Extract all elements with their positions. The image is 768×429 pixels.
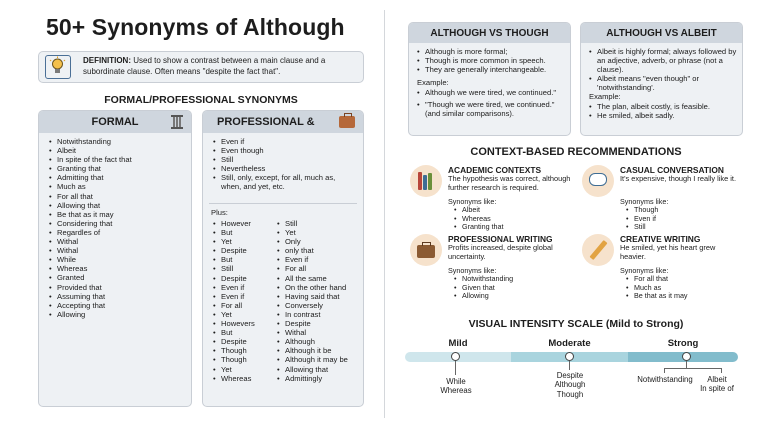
list-item: • only that — [277, 246, 348, 255]
list-item: • Be that as it may — [49, 210, 132, 219]
list-item: • Still — [277, 219, 348, 228]
list-item: • In contrast — [277, 310, 348, 319]
scale-level-mild: Mild — [448, 338, 468, 349]
list-item: • Accepting that — [49, 301, 132, 310]
list-item: • But — [213, 328, 255, 337]
list-item: • Even if — [277, 255, 348, 264]
list-item: • Allowing that — [277, 365, 348, 374]
list-item: • He smiled, albeit sadly. — [589, 111, 739, 120]
list-item: • Still — [626, 223, 658, 232]
although-vs-though-heading: ALTHOUGH VS THOUGH — [409, 23, 570, 43]
list-item: • The plan, albeit costly, is feasible. — [589, 102, 739, 111]
list-item: • Although it be — [277, 346, 348, 355]
list-item: • Whereas — [49, 264, 132, 273]
scale-tick — [664, 368, 665, 373]
list-item: • Admitting that — [49, 173, 132, 182]
list-item: • Assuming that — [49, 292, 132, 301]
list-item: • Despite — [277, 319, 348, 328]
definition-label: DEFINITION: — [83, 56, 131, 65]
synonyms-like-label: Synonyms like: — [620, 197, 669, 206]
although-vs-albeit-examples — [589, 102, 739, 120]
list-item: • For all — [213, 301, 255, 310]
although-vs-though-examples — [417, 88, 570, 118]
list-item: • They are generally interchangeable. — [417, 65, 570, 74]
context-desc: It's expensive, though I really like it. — [620, 174, 737, 183]
briefcase-icon — [339, 116, 355, 128]
context-professional — [410, 234, 580, 304]
list-item: • Much as — [626, 284, 688, 293]
list-item: • Though — [626, 206, 658, 215]
list-item: • Yet — [213, 365, 255, 374]
list-item: • Allowing — [49, 310, 132, 319]
synonyms-like-label: Synonyms like: — [620, 266, 669, 275]
list-item: • Nevertheless — [213, 164, 353, 173]
list-item: • Although — [277, 337, 348, 346]
context-creative — [582, 234, 752, 304]
list-item: • However — [213, 219, 255, 228]
formal-professional-heading: FORMAL/PROFESSIONAL SYNONYMS — [104, 94, 298, 106]
column-divider — [384, 10, 385, 418]
context-academic — [410, 165, 580, 235]
scale-word: Although — [554, 380, 586, 390]
formal-column — [38, 110, 192, 407]
definition-text — [83, 56, 359, 77]
scale-word: Despite — [556, 371, 584, 380]
list-item: • Given that — [454, 284, 513, 293]
list-item: • Withal — [277, 328, 348, 337]
list-item: • Despite — [213, 274, 255, 283]
list-item: • Granted — [49, 273, 132, 282]
context-heading: CONTEXT-BASED RECOMMENDATIONS — [470, 146, 682, 158]
list-item: • Albeit is highly formal; always followed by an adjective, adverb, or phrase (not a clause). — [589, 47, 739, 74]
list-item: • Withal — [49, 237, 132, 246]
scale-words-strong — [694, 375, 740, 394]
scale-word-notwithstanding: Notwithstanding — [637, 375, 693, 384]
list-item: • Provided that — [49, 283, 132, 292]
scale-level-moderate: Moderate — [548, 338, 591, 349]
although-vs-albeit-heading: ALTHOUGH VS ALBEIT — [581, 23, 742, 43]
briefcase-icon — [410, 234, 442, 266]
list-item: • For all that — [626, 275, 688, 284]
context-synonyms — [454, 206, 504, 232]
list-item: • Yet — [277, 228, 348, 237]
list-item: • Whereas — [454, 215, 504, 224]
list-item: • Even if — [213, 137, 353, 146]
list-item: • Be that as it may — [626, 292, 688, 301]
scale-tick — [455, 361, 456, 375]
books-icon — [410, 165, 442, 197]
list-item: • Even if — [213, 283, 255, 292]
speech-bubble-icon — [582, 165, 614, 197]
list-item: • Admittingly — [277, 374, 348, 383]
list-item: • Withal — [49, 246, 132, 255]
list-item: • Albeit means "even though" or 'notwithstanding'. — [589, 74, 739, 92]
scale-tick — [686, 361, 687, 368]
context-desc: He smiled, yet his heart grew heavier. — [620, 243, 716, 261]
plus-list-col1 — [213, 219, 255, 383]
scale-word: While — [446, 377, 466, 386]
context-casual — [582, 165, 752, 235]
plus-label: Plus: — [211, 208, 228, 217]
list-item: • Even if — [626, 215, 658, 224]
list-item: • Still — [213, 264, 255, 273]
list-item: • Allowing that — [49, 201, 132, 210]
list-item: • Despite — [213, 246, 255, 255]
scale-tick — [721, 368, 722, 373]
list-item: • Howevers — [213, 319, 255, 328]
list-item: • "Though we were tired, we continued." (and similar comparisons). — [417, 100, 570, 118]
list-item: • Granting that — [454, 223, 504, 232]
synonyms-like-label: Synonyms like: — [448, 266, 497, 275]
although-vs-albeit-list — [589, 47, 739, 92]
context-title: ACADEMIC CONTEXTS — [448, 165, 542, 175]
list-item: • Much as — [49, 182, 132, 191]
list-item: • Granting that — [49, 164, 132, 173]
context-synonyms — [626, 275, 688, 301]
list-item: • Though — [213, 346, 255, 355]
pencil-icon — [582, 234, 614, 266]
professional-list — [213, 137, 353, 192]
list-item: • In spite of the fact that — [49, 155, 132, 164]
list-item: • Conversely — [277, 301, 348, 310]
formal-header — [39, 111, 191, 133]
although-vs-though-list — [417, 47, 570, 74]
list-item: • Notwithstanding — [454, 275, 513, 284]
scale-words-moderate — [545, 371, 595, 399]
list-item: • Having said that — [277, 292, 348, 301]
list-item: • Notwithstanding — [49, 137, 132, 146]
professional-heading: PROFESSIONAL & — [217, 116, 315, 128]
list-item: • Allowing — [454, 292, 513, 301]
context-title: PROFESSIONAL WRITING — [448, 234, 553, 244]
page-title: 50+ Synonyms of Although — [46, 14, 345, 40]
list-item: • Still, only, except, for all, much as, when, and yet, etc. — [213, 173, 353, 191]
list-item: • All the same — [277, 274, 348, 283]
context-synonyms — [454, 275, 513, 301]
list-item: • Yet — [213, 310, 255, 319]
formal-heading: FORMAL — [91, 116, 139, 128]
list-item: • Regardles of — [49, 228, 132, 237]
context-synonyms — [626, 206, 658, 232]
scale-level-strong: Strong — [667, 338, 699, 349]
professional-header — [203, 111, 363, 133]
scale-marker-mild — [451, 352, 460, 361]
context-desc: Profits increased, despite global uncertainty. — [448, 243, 553, 261]
list-item: • For all — [277, 264, 348, 273]
list-item: • Albeit — [454, 206, 504, 215]
scale-word: Whereas — [440, 386, 472, 396]
list-item: • Only — [277, 237, 348, 246]
list-item: • But — [213, 255, 255, 264]
list-item: • Although is more formal; — [417, 47, 570, 56]
list-item: • Still — [213, 155, 353, 164]
list-item: • On the other hand — [277, 283, 348, 292]
plus-list-col2 — [277, 219, 348, 383]
definition-box — [38, 51, 364, 83]
scale-word: Albeit — [707, 375, 727, 384]
list-item: • While — [49, 255, 132, 264]
pillar-icon — [171, 115, 183, 129]
list-item: • Whereas — [213, 374, 255, 383]
scale-bracket — [664, 368, 722, 369]
although-vs-albeit-panel — [580, 22, 743, 136]
lightbulb-icon — [45, 55, 71, 79]
list-item: • Although we were tired, we continued." — [417, 88, 570, 97]
list-item: • Yet — [213, 237, 255, 246]
list-item: • Although it may be — [277, 355, 348, 364]
list-item: • Despite — [213, 337, 255, 346]
context-desc: The hypothesis was correct, although further research is required. — [448, 174, 571, 192]
scale-word: In spite of — [700, 384, 734, 394]
scale-tick — [569, 361, 570, 370]
synonyms-like-label: Synonyms like: — [448, 197, 497, 206]
although-vs-though-panel — [408, 22, 571, 136]
context-title: CREATIVE WRITING — [620, 234, 701, 244]
example-label: Example: — [589, 92, 621, 102]
list-item: • Albeit — [49, 146, 132, 155]
scale-marker-strong — [682, 352, 691, 361]
list-item: • Even though — [213, 146, 353, 155]
context-title: CASUAL CONVERSATION — [620, 165, 724, 175]
scale-words-mild — [436, 377, 476, 396]
list-item: • Though is more common in speech. — [417, 56, 570, 65]
example-label: Example: — [417, 78, 449, 88]
scale-marker-moderate — [565, 352, 574, 361]
list-item: • Though — [213, 355, 255, 364]
scale-word: Though — [556, 389, 584, 399]
list-item: • Considering that — [49, 219, 132, 228]
list-item: • Even if — [213, 292, 255, 301]
plus-divider — [209, 203, 357, 204]
professional-column — [202, 110, 364, 407]
list-item: • But — [213, 228, 255, 237]
definition-body: Used to show a contrast between a main clause and a subordinate clause. Often means "despite the fact that". — [83, 56, 326, 76]
scale-heading: VISUAL INTENSITY SCALE (Mild to Strong) — [468, 318, 684, 330]
formal-list — [49, 137, 132, 319]
list-item: • For all that — [49, 192, 132, 201]
